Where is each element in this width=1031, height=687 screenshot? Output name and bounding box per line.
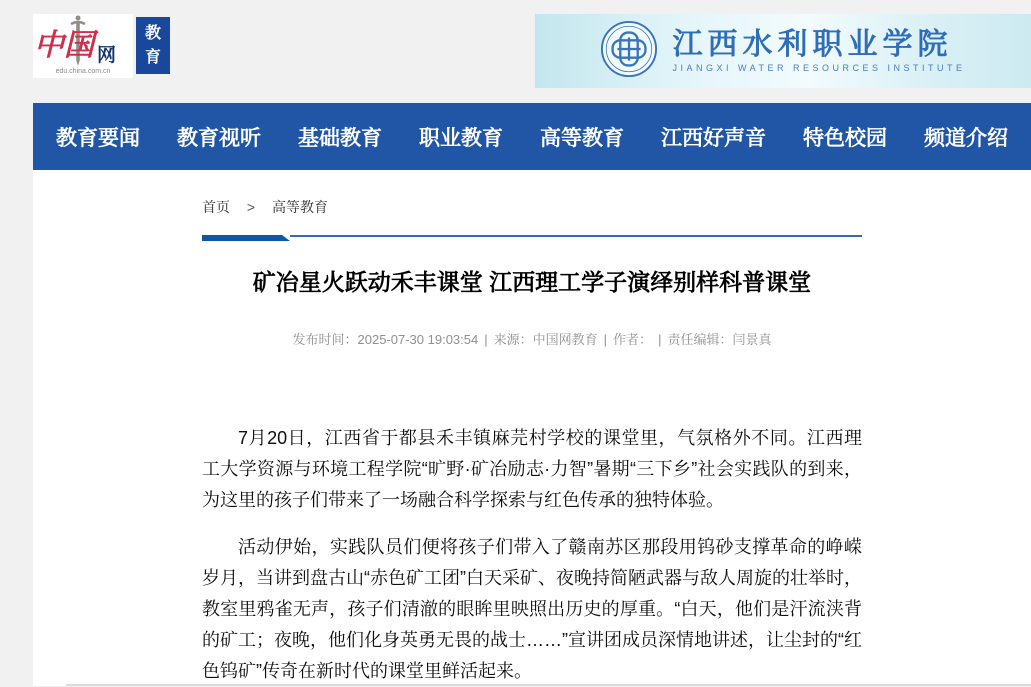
article-body xyxy=(202,423,862,687)
meta-publish-label: 发布时间： xyxy=(292,332,358,347)
edu-channel-badge[interactable] xyxy=(136,17,170,74)
institute-banner[interactable] xyxy=(535,14,1031,88)
china-net-logo[interactable] xyxy=(33,14,133,78)
site-logo[interactable] xyxy=(33,14,170,78)
institute-banner-text xyxy=(672,29,965,74)
nav-item-featured-campus[interactable]: 特色校园 xyxy=(803,126,887,150)
institute-name-cn: 江西水利职业学院 xyxy=(672,27,953,61)
nav-item-education-news[interactable]: 教育要闻 xyxy=(56,126,140,150)
svg-text:edu.china.com.cn: edu.china.com.cn xyxy=(55,68,111,75)
divider-line xyxy=(290,235,862,237)
article-paragraph: 7月20日，江西省于都县禾丰镇麻芫村学校的课堂里，气氛格外不同。江西理工大学资源与环境工程学院“旷野·矿冶励志·力智”暑期“三下乡”社会实践队的到来，为这里的孩子们带来了一场融合科学探索与红色传承的独特体验。 xyxy=(202,428,862,510)
nav-item-vocational[interactable]: 职业教育 xyxy=(419,126,503,150)
edu-badge-char-2: 育 xyxy=(144,48,161,66)
meta-separator: | xyxy=(658,332,662,347)
meta-editor: 闫景真 xyxy=(732,332,772,347)
nav-item-channel-intro[interactable]: 频道介绍 xyxy=(924,126,1008,150)
nav-item-higher-education[interactable]: 高等教育 xyxy=(540,126,624,150)
svg-text:网: 网 xyxy=(97,45,117,66)
breadcrumb-separator-icon: > xyxy=(246,199,256,215)
meta-author-label: 作者： xyxy=(613,332,653,347)
meta-source: 中国网教育 xyxy=(532,332,598,347)
article-paragraph: 活动伊始，实践队员们便将孩子们带入了赣南苏区那段用钨砂支撑革命的峥嵘岁月，当讲到盘古山“赤色矿工团”白天采矿、夜晚持简陋武器与敌人周旋的壮举时，教室里鸦雀无声，孩子们清澈的眼眸里映照出历史的厚重。“白天，他们是汗流浃背的矿工；夜晚，他们化身英勇无畏的战士……”宣讲团成员深情地讲述，让尘封的“红色钨矿”传奇在新时代的课堂里鲜活起来。 xyxy=(202,537,862,681)
breadcrumb-home-link[interactable]: 首页 xyxy=(202,199,230,215)
main-nav xyxy=(33,103,1031,170)
institute-seal-icon xyxy=(600,20,658,83)
svg-text:中国: 中国 xyxy=(34,29,94,62)
article-page xyxy=(33,170,1031,686)
meta-editor-label: 责任编辑： xyxy=(667,332,733,347)
breadcrumb xyxy=(202,197,862,214)
nav-item-education-media[interactable]: 教育视听 xyxy=(177,126,261,150)
meta-source-label: 来源： xyxy=(493,332,533,347)
meta-separator: | xyxy=(603,332,608,347)
breadcrumb-current[interactable]: 高等教育 xyxy=(271,199,328,215)
nav-item-jiangxi-voice[interactable]: 江西好声音 xyxy=(661,126,766,150)
article-title: 矿冶星火跃动禾丰课堂 江西理工学子演绎别样科普课堂 xyxy=(252,269,812,295)
china-net-logo-icon xyxy=(33,14,133,78)
article-meta xyxy=(202,329,862,345)
site-header xyxy=(0,0,1031,103)
institute-name-en: JIANGXI WATER RESOURCES INSTITUTE xyxy=(672,63,966,74)
nav-item-basic-education[interactable]: 基础教育 xyxy=(298,126,382,150)
section-divider xyxy=(202,235,862,241)
edu-badge-char-1: 教 xyxy=(144,25,161,43)
meta-separator: | xyxy=(484,332,488,347)
divider-accent-bar xyxy=(202,235,290,241)
meta-publish-time: 2025-07-30 19:03:54 xyxy=(357,332,479,347)
